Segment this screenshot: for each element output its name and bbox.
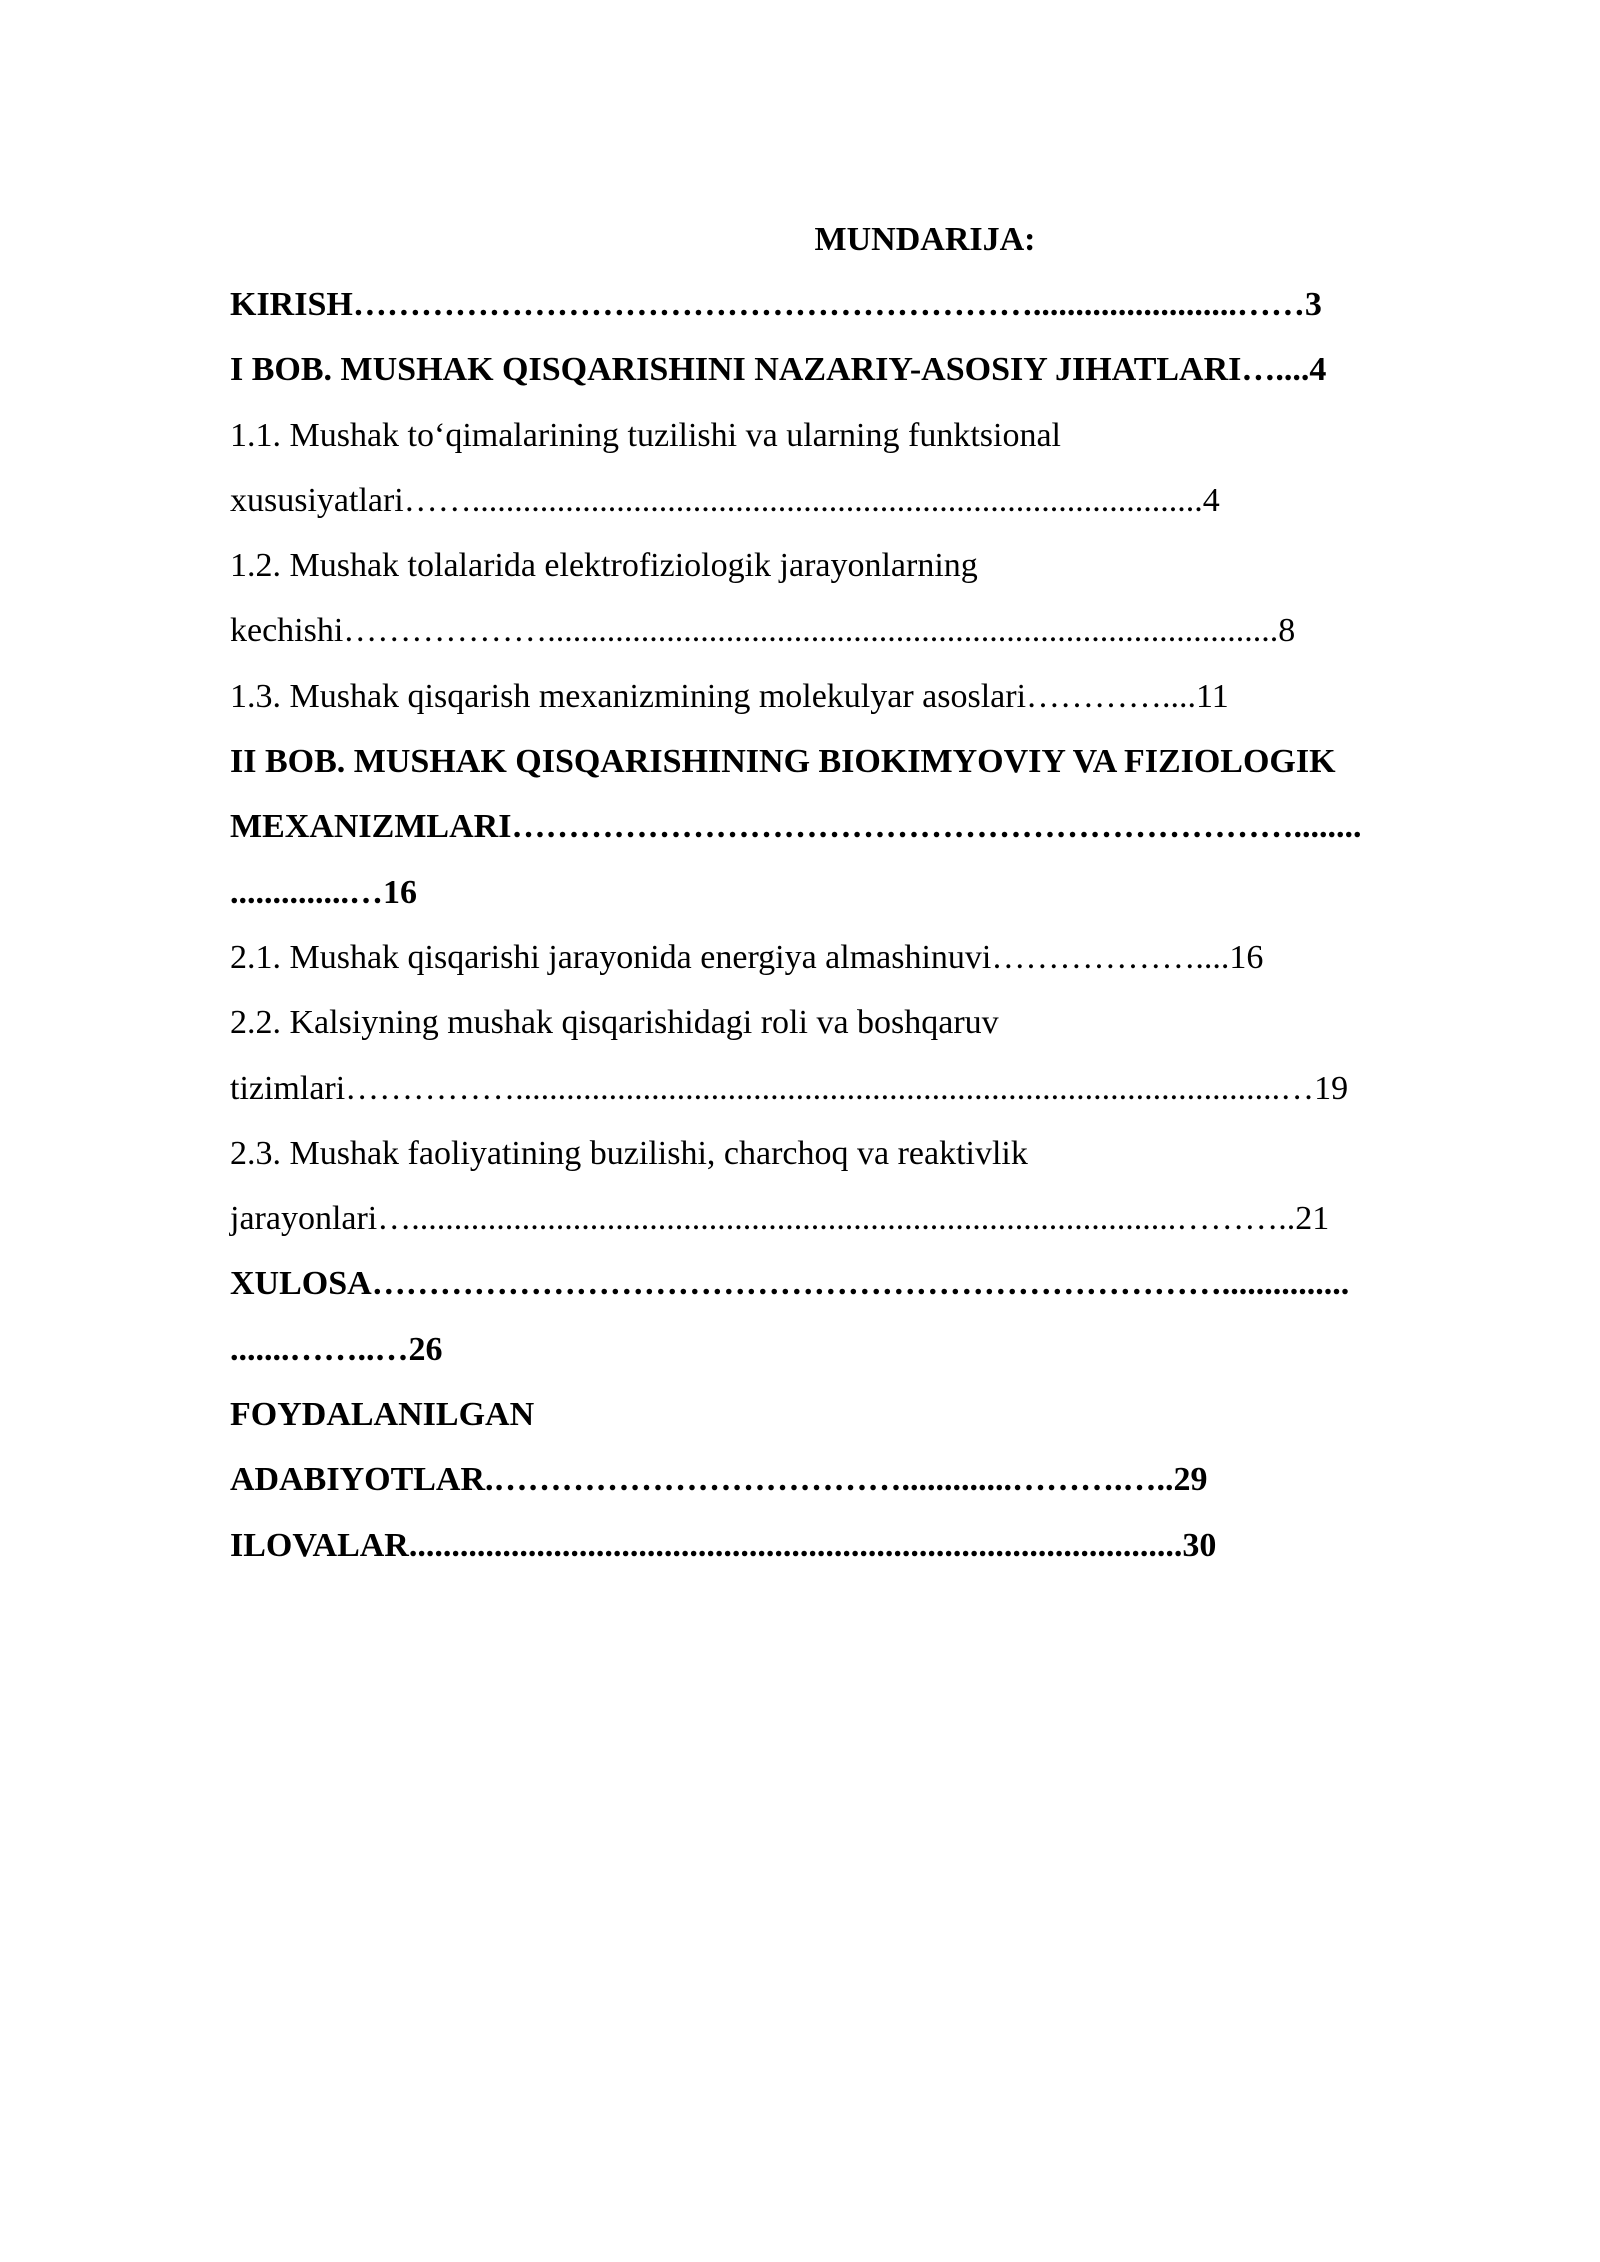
toc-line: KIRISH……………………………………………………........................……3	[230, 286, 1322, 323]
toc-line: 1.3. Mushak qisqarish mexanizmining molekulyar asoslari…………....11	[230, 677, 1229, 715]
toc-line: FOYDALANILGAN	[230, 1396, 535, 1434]
toc-line: 2.2. Kalsiyning mushak qisqarishidagi roli va boshqaruv	[230, 1004, 999, 1042]
toc-line: ..............…16	[230, 873, 417, 911]
toc-line: xususiyatlari……......................................................................................4	[230, 481, 1220, 519]
toc-line: ILOVALAR...........................................................................................30	[230, 1526, 1217, 1564]
toc-line: 1.2. Mushak tolalarida elektrofiziologik jarayonlarning	[230, 547, 978, 585]
toc-line: kechishi………………......................................................................................8	[230, 612, 1296, 650]
toc-line: II BOB. MUSHAK QISQARISHINING BIOKIMYOVIY VA FIZIOLOGIK	[230, 743, 1336, 781]
toc-line: MEXANIZMLARI……………………………………………………………........	[230, 808, 1362, 846]
toc-line: tizimlari……………..........................................................................................…19	[230, 1069, 1349, 1107]
table-of-contents	[230, 208, 1480, 1578]
toc-line: ADABIYOTLAR.……………………………….............……….…..29	[230, 1461, 1208, 1499]
toc-line: jarayonlari…..........................................................................................………..21	[230, 1200, 1330, 1238]
toc-list	[230, 272, 1480, 1578]
toc-line: I BOB. MUSHAK QISQARISHINI NAZARIY-ASOSIY JIHATLARI…....4	[230, 351, 1327, 389]
toc-line: XULOSA…………………………………………………………………...............	[230, 1265, 1350, 1303]
toc-line: 2.3. Mushak faoliyatining buzilishi, charchoq va reaktivlik	[230, 1134, 1028, 1172]
toc-line: .......……..…26	[230, 1330, 443, 1368]
toc-line: 2.1. Mushak qisqarishi jarayonida energiya almashinuvi………………....16	[230, 938, 1264, 976]
page-title: MUNDARIJA:	[814, 221, 1036, 258]
toc-line: 1.1. Mushak to‘qimalarining tuzilishi va ularning funktsional	[230, 416, 1061, 454]
